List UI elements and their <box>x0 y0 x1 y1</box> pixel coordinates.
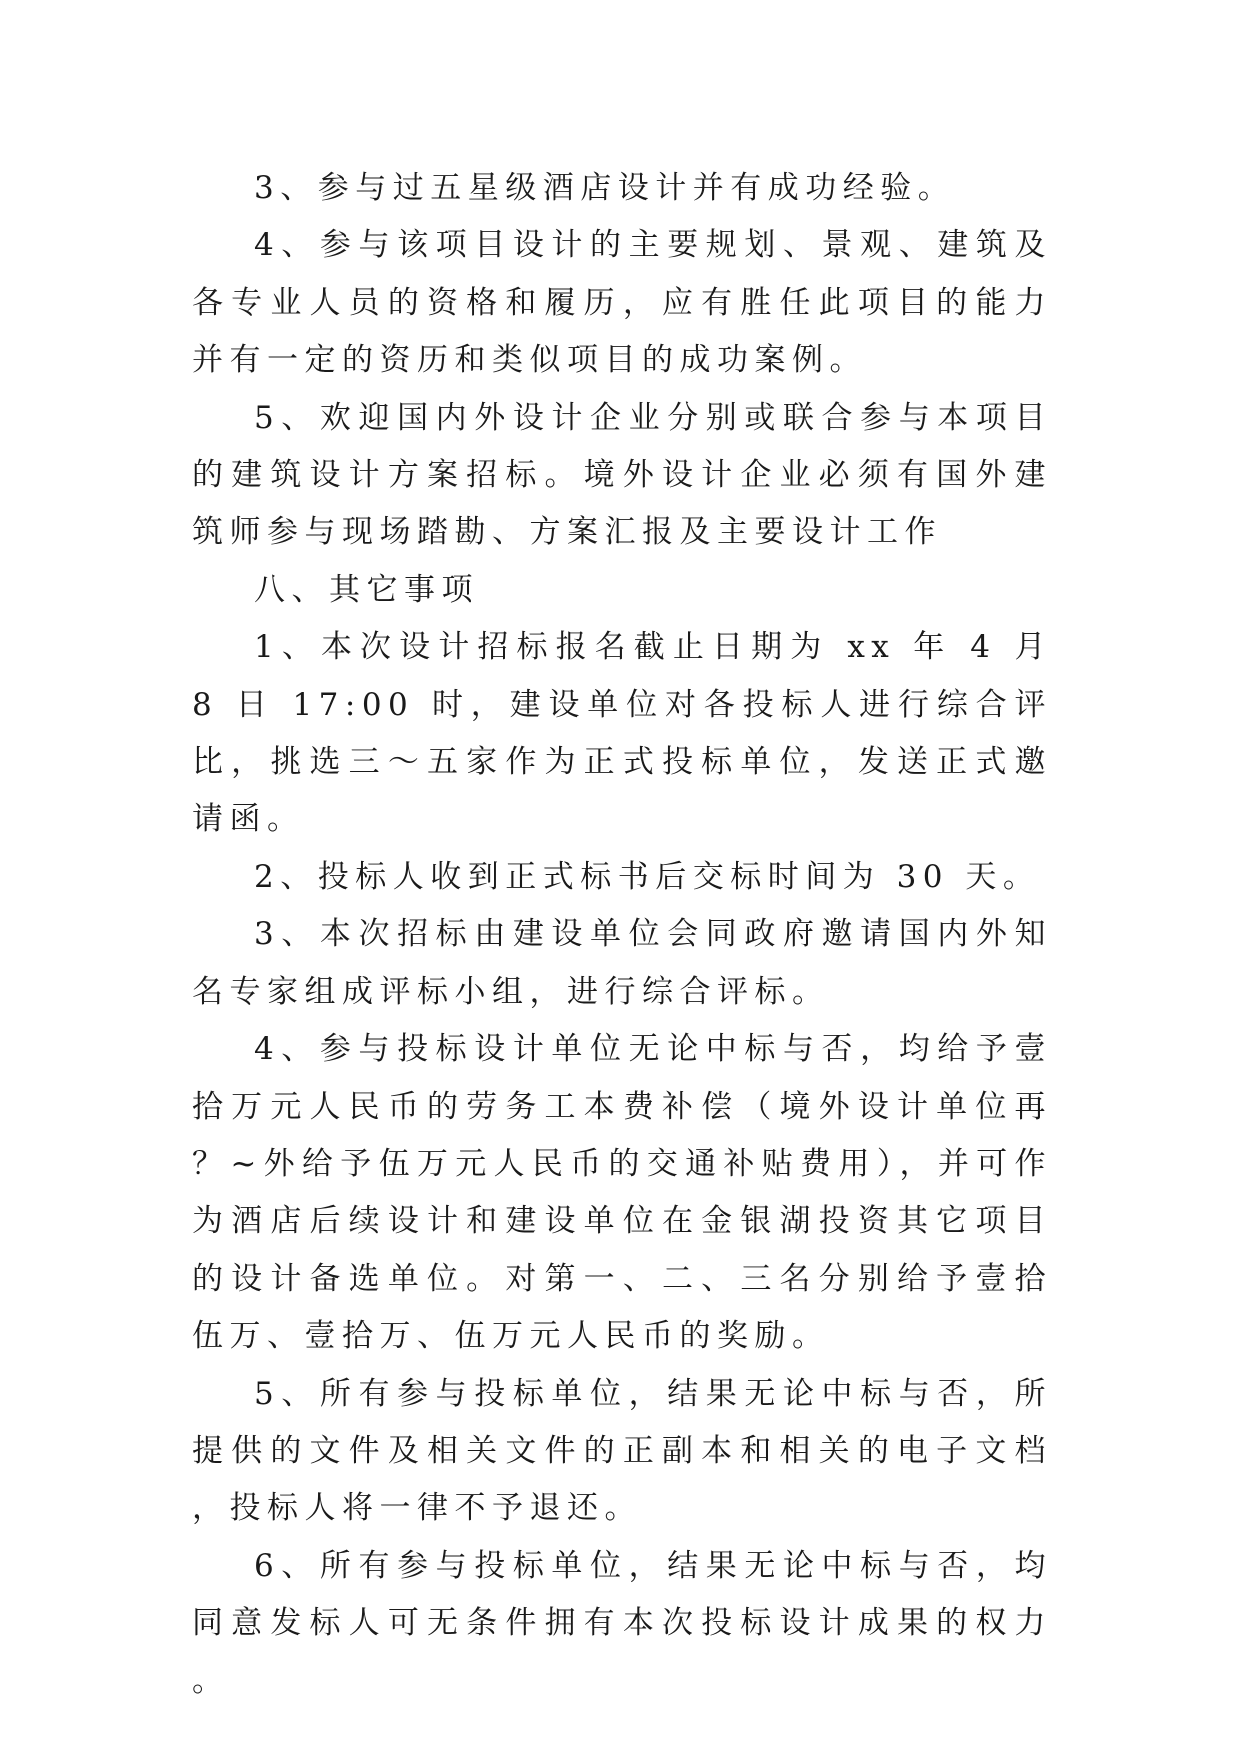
paragraph-matter-5: 5、所有参与投标单位，结果无论中标与否，所提供的文件及相关文件的正副本和相关的电子文档，投标人将一律不予退还。 <box>192 1375 1052 1527</box>
paragraph-matter-1: 1、本次设计招标报名截止日期为 xx 年 4 月 8 日 17:00 时，建设单位对各投标人进行综合评比，挑选三～五家作为正式投标单位，发送正式邀请函。 <box>192 629 1052 838</box>
paragraph-matter-2: 2、投标人收到正式标书后交标时间为 30 天。 <box>254 858 1041 895</box>
paragraph-matter-4: 4、参与投标设计单位无论中标与否，均给予壹拾万元人民币的劳务工本费补偿（境外设计单位再？~外给予伍万元人民币的交通补贴费用），并可作为酒店后续设计和建设单位在金银湖投资其它项目的设计备选单位。对第一、二、三名分别给予壹拾伍万、壹拾万、伍万元人民币的奖励。 <box>192 1031 1052 1355</box>
paragraph-qualification-5: 5、欢迎国内外设计企业分别或联合参与本项目的建筑设计方案招标。境外设计企业必须有国外建筑师参与现场踏勘、方案汇报及主要设计工作 <box>192 399 1052 551</box>
paragraph-qualification-3: 3、参与过五星级酒店设计并有成功经验。 <box>254 170 956 206</box>
paragraph-matter-3: 3、本次招标由建设单位会同政府邀请国内外知名专家组成评标小组，进行综合评标。 <box>192 916 1052 1010</box>
paragraph-matter-6: 6、所有参与投标单位，结果无论中标与否，均同意发标人可无条件拥有本次投标设计成果的权力。 <box>192 1547 1052 1699</box>
document-body <box>192 160 1052 1710</box>
section-heading-other-matters: 八、其它事项 <box>254 571 479 608</box>
paragraph-qualification-4: 4、参与该项目设计的主要规划、景观、建筑及各专业人员的资格和履历，应有胜任此项目的能力并有一定的资历和类似项目的成功案例。 <box>192 227 1052 379</box>
